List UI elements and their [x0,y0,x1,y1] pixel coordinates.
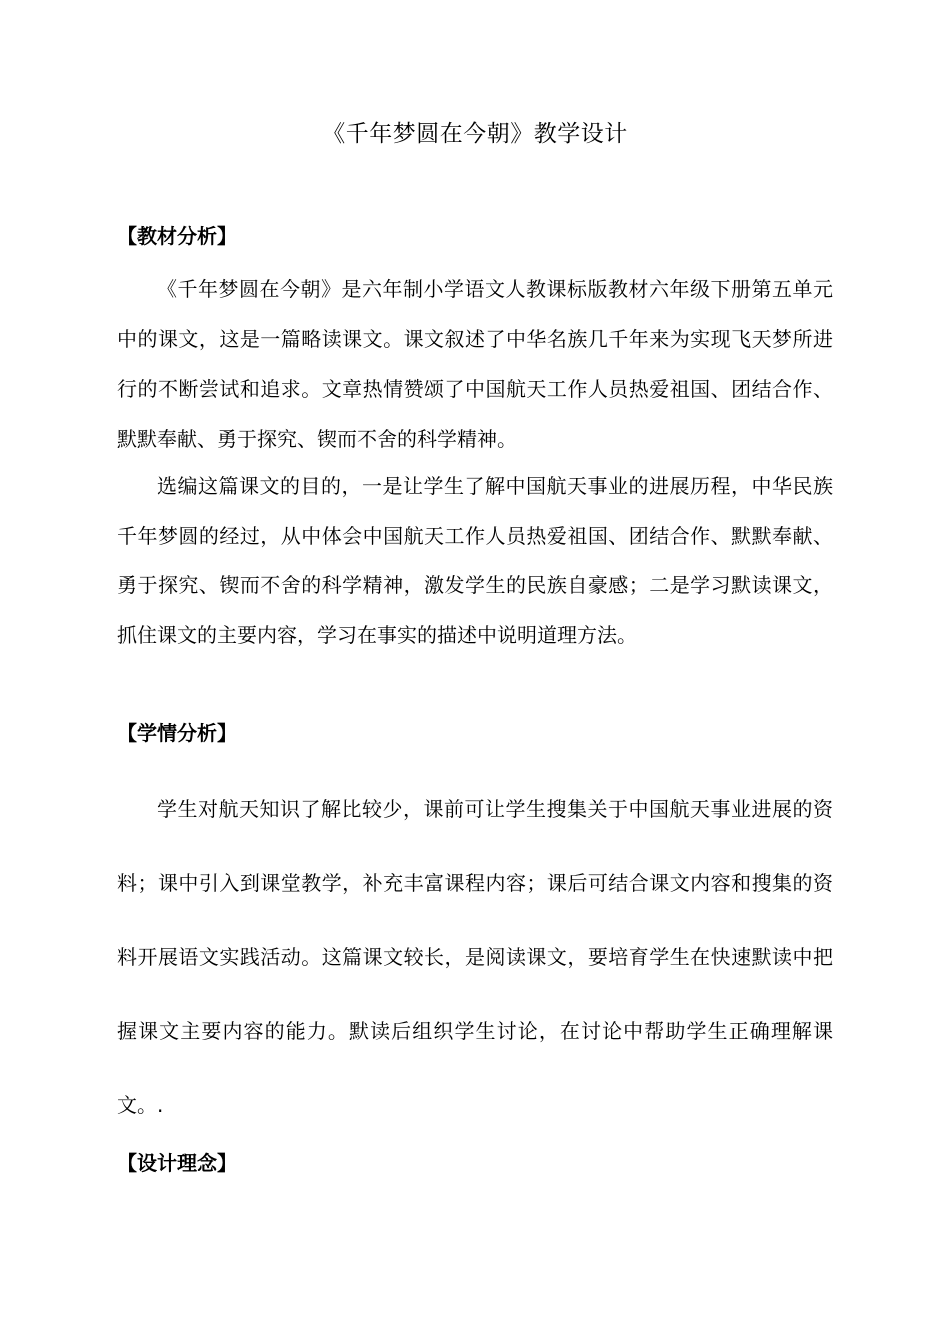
section-heading-learner-analysis: 【学情分析】 [117,721,237,745]
paragraph-textbook-analysis-2: 选编这篇课文的目的，一是让学生了解中国航天事业的进展历程，中华民族千年梦圆的经过，从中体会中国航天工作人员热爱祖国、团结合作、默默奉献、勇于探究、锲而不舍的科学精神，激发学生的民族自豪感；二是学习默读课文，抓住课文的主要内容，学习在事实的描述中说明道理方法。 [117,474,833,647]
section-heading-design-concept: 【设计理念】 [117,1151,237,1175]
paragraph-learner-analysis: 学生对航天知识了解比较少，课前可让学生搜集关于中国航天事业进展的资料；课中引入到课堂教学，补充丰富课程内容；课后可结合课文内容和搜集的资料开展语文实践活动。这篇课文较长，是阅读课文，要培育学生在快速默读中把握课文主要内容的能力。默读后组织学生讨论，在讨论中帮助学生正确理解课文。. [117,797,833,1117]
paragraph-textbook-analysis-1: 《千年梦圆在今朝》是六年制小学语文人教课标版教材六年级下册第五单元中的课文，这是一篇略读课文。课文叙述了中华名族几千年来为实现飞天梦所进行的不断尝试和追求。文章热情赞颂了中国航天工作人员热爱祖国、团结合作、默默奉献、勇于探究、锲而不舍的科学精神。 [117,277,833,451]
document-title: 《千年梦圆在今朝》教学设计 [322,121,628,147]
section-heading-textbook-analysis: 【教材分析】 [117,224,237,248]
